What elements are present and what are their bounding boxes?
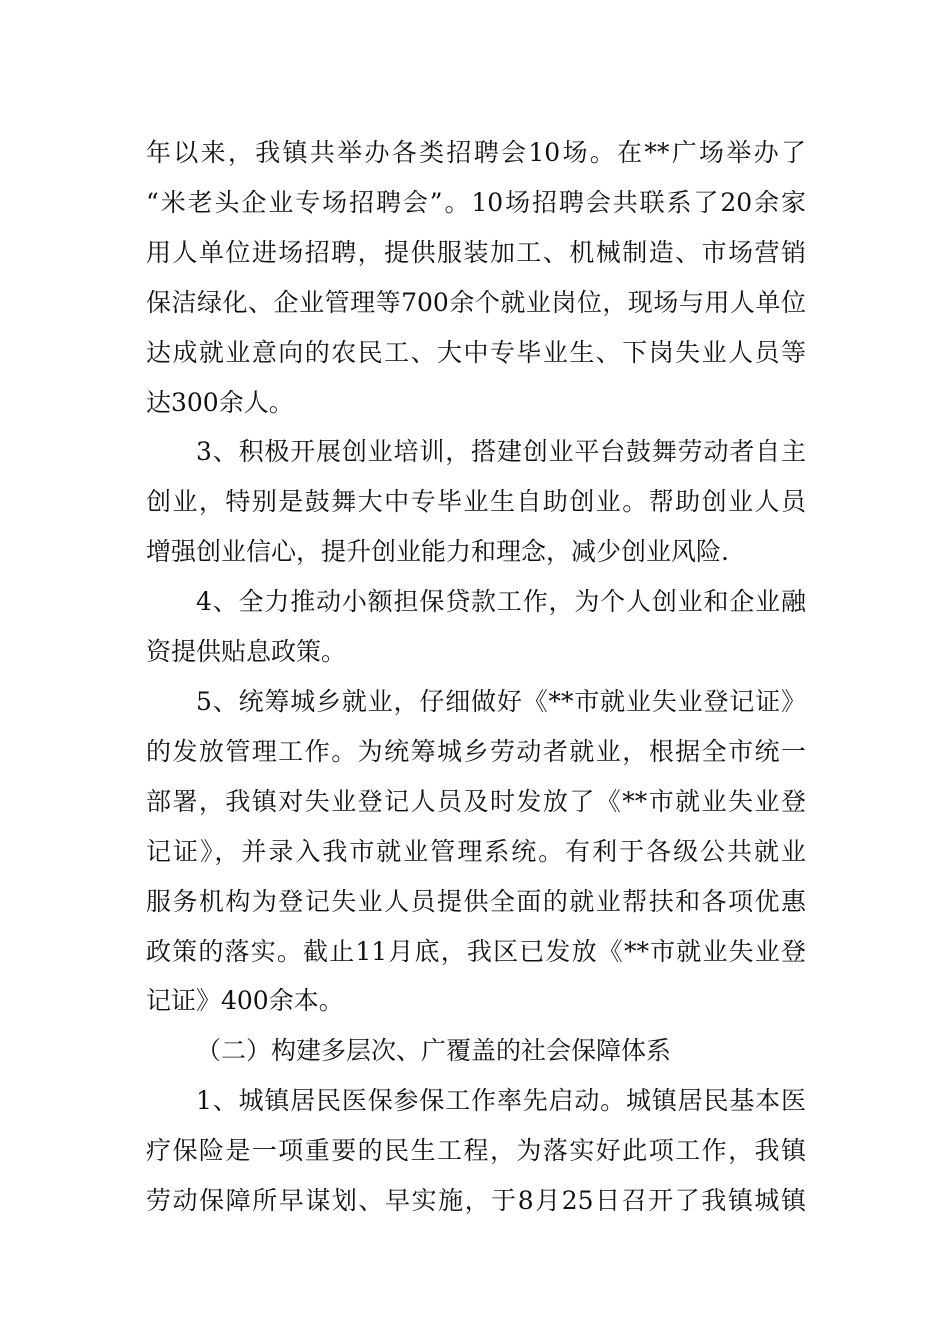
paragraph-first-line: 1、城镇居民医保参保工作率先启动。城镇居民基本医 <box>196 1086 806 1115</box>
text-line: 部署，我镇对失业登记人员及时发放了《**市就业失业登 <box>146 787 806 816</box>
text-line: 达300余人。 <box>146 388 294 417</box>
text-line: 达成就业意向的农民工、大中专毕业生、下岗失业人员等 <box>146 338 806 367</box>
paragraph-first-line: 4、全力推动小额担保贷款工作，为个人创业和企业融 <box>196 587 806 616</box>
text-line: 创业，特别是鼓舞大中专毕业生自助创业。帮助创业人员 <box>146 487 806 516</box>
text-line: 资提供贴息政策。 <box>146 637 347 666</box>
text-line: 保洁绿化、企业管理等700余个就业岗位，现场与用人单位 <box>146 288 806 317</box>
text-line: 劳动保障所早谋划、早实施，于8月25日召开了我镇城镇 <box>146 1186 806 1215</box>
text-line: 年以来，我镇共举办各类招聘会10场。在**广场举办了 <box>146 138 806 167</box>
text-line: 疗保险是一项重要的民生工程，为落实好此项工作，我镇 <box>146 1136 806 1165</box>
text-line: 记证》400余本。 <box>146 986 344 1015</box>
paragraph-first-line: 5、统筹城乡就业，仔细做好《**市就业失业登记证》 <box>196 687 806 716</box>
text-line: 记证》，并录入我市就业管理系统。有利于各级公共就业 <box>146 837 806 866</box>
section-heading: （二）构建多层次、广覆盖的社会保障体系 <box>196 1036 672 1065</box>
text-line: 用人单位进场招聘，提供服装加工、机械制造、市场营销 <box>146 238 806 267</box>
text-line: “米老头企业专场招聘会”。10场招聘会共联系了20余家 <box>146 188 806 217</box>
text-line: 服务机构为登记失业人员提供全面的就业帮扶和各项优惠 <box>146 887 806 916</box>
text-line: 增强创业信心，提升创业能力和理念，减少创业风险. <box>146 537 729 566</box>
paragraph-first-line: 3、积极开展创业培训，搭建创业平台鼓舞劳动者自主 <box>196 437 806 466</box>
text-line: 政策的落实。截止11月底，我区已发放《**市就业失业登 <box>146 937 806 966</box>
text-line: 的发放管理工作。为统筹城乡劳动者就业，根据全市统一 <box>146 737 806 766</box>
